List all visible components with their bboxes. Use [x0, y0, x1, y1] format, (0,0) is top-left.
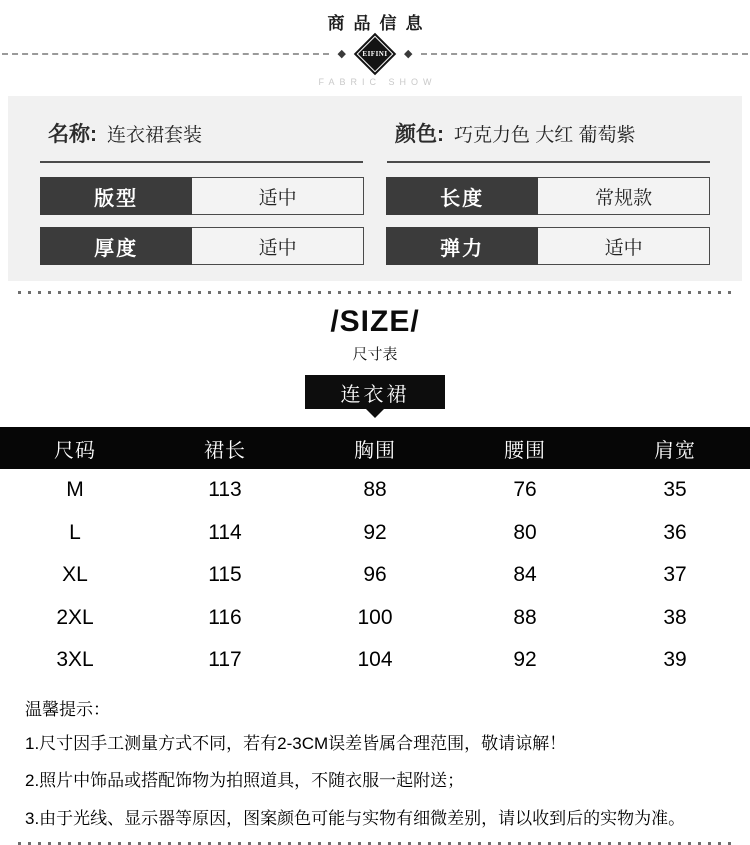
page-header [0, 0, 750, 87]
table-cell: 113 [208, 478, 242, 502]
table-cell: 3XL [56, 648, 94, 672]
attribute-length [386, 177, 710, 215]
table-cell: 88 [363, 478, 387, 502]
name-label: 名称: [48, 123, 97, 146]
color-value: 巧克力色 大红 葡萄紫 [454, 125, 636, 146]
table-cell: 37 [663, 563, 687, 587]
page-title: 商品信息 [327, 14, 432, 33]
size-title: /SIZE/ [330, 305, 420, 338]
attribute-value: 适中 [192, 177, 364, 215]
table-cell: 84 [513, 563, 537, 587]
section-divider [18, 291, 732, 294]
product-info-top-row [40, 108, 710, 163]
table-cell: 114 [208, 520, 242, 544]
attribute-thickness [40, 227, 364, 265]
table-cell: 35 [663, 478, 687, 502]
table-cell: XL [62, 563, 88, 587]
table-cell: 96 [363, 563, 387, 587]
table-cell: L [69, 520, 81, 544]
diamond-bullet-icon: ◆ [404, 47, 413, 60]
column-header: 尺码 [54, 439, 96, 462]
table-cell: 2XL [56, 605, 94, 629]
column-header: 胸围 [354, 439, 396, 462]
table-cell: 100 [357, 605, 393, 629]
table-header-row [0, 427, 750, 469]
note-item: 2.照片中饰品或搭配饰物为拍照道具，不随衣服一起附送； [25, 771, 465, 790]
table-cell: 116 [208, 605, 242, 629]
attribute-grid [40, 177, 710, 265]
product-color-field [387, 108, 710, 163]
table-cell: 117 [208, 648, 242, 672]
note-item: 3.由于光线、显示器等原因，图案颜色可能与实物有细微差别，请以收到后的实物为准。 [25, 808, 686, 828]
attribute-label: 弹力 [386, 227, 538, 265]
table-cell: 104 [357, 648, 393, 672]
table-cell: 88 [513, 605, 537, 629]
attribute-fit [40, 177, 364, 215]
attribute-value: 适中 [192, 227, 364, 265]
size-section [0, 305, 750, 418]
product-info-panel [8, 96, 742, 281]
name-value: 连衣裙套装 [107, 125, 203, 146]
table-cell: M [66, 478, 84, 502]
brand-logo-icon [354, 33, 396, 75]
attribute-label: 版型 [40, 177, 192, 215]
tab-dress: 连衣裙 [305, 375, 445, 409]
diamond-bullet-icon: ◆ [337, 47, 346, 60]
table-row [0, 639, 750, 682]
attribute-value: 常规款 [538, 177, 710, 215]
divider-line-left [2, 53, 329, 55]
notes-section [0, 695, 750, 838]
table-row [0, 554, 750, 597]
column-header: 腰围 [504, 439, 546, 462]
table-cell: 115 [208, 563, 242, 587]
column-header: 裙长 [204, 439, 246, 462]
header-decoration [0, 34, 750, 74]
table-cell: 76 [513, 478, 537, 502]
table-cell: 38 [663, 605, 687, 629]
table-cell: 39 [663, 648, 687, 672]
size-tab-wrap [0, 375, 750, 418]
note-item: 1.尺寸因手工测量方式不同，若有2-3CM误差皆属合理范围，敬请谅解！ [25, 733, 567, 753]
attribute-label: 长度 [386, 177, 538, 215]
brand-name: EIFINI [362, 50, 388, 58]
table-row [0, 512, 750, 555]
table-cell: 80 [513, 520, 537, 544]
table-cell: 36 [663, 520, 687, 544]
attribute-value: 适中 [538, 227, 710, 265]
table-cell: 92 [363, 520, 387, 544]
table-row [0, 469, 750, 512]
table-row [0, 597, 750, 640]
attribute-elasticity [386, 227, 710, 265]
table-cell: 92 [513, 648, 537, 672]
size-table [0, 427, 750, 682]
tab-arrow-icon [366, 409, 384, 418]
attribute-label: 厚度 [40, 227, 192, 265]
notes-title: 温馨提示： [25, 699, 110, 719]
divider-line-right [421, 53, 748, 55]
column-header: 肩宽 [654, 439, 696, 462]
header-subtitle: FABRIC SHOW [318, 77, 437, 87]
size-subtitle: 尺寸表 [352, 346, 398, 363]
color-label: 颜色: [395, 123, 444, 146]
product-name-field [40, 108, 363, 163]
